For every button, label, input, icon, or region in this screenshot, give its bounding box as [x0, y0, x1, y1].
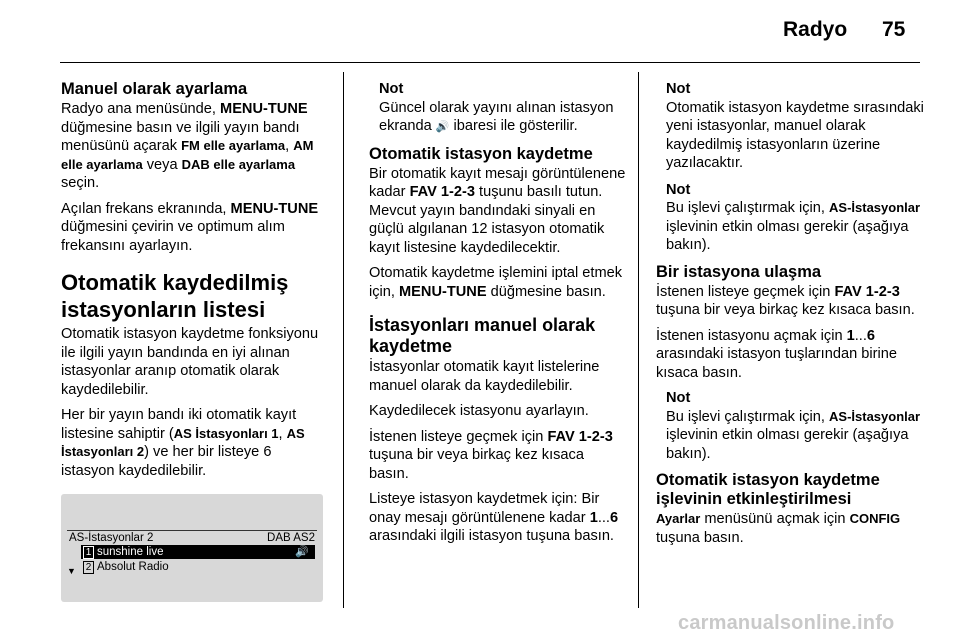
note: Not Bu işlevi çalıştırmak için, AS-İstasyonlar işlevinin etkin olması gerekir (aşağıya bakın). — [666, 390, 921, 462]
paragraph: İstenen listeye geçmek için FAV 1-2-3 tuşuna bir veya birkaç kez kısaca basın. — [656, 283, 915, 318]
paragraph: Radyo ana menüsünde, MENU-TUNE düğmesine basın ve ilgili yayın bandı menüsünü açarak FM elle ayarlama, AM elle ayarlama veya DAB elle ayarlama seçin. — [61, 101, 314, 191]
paragraph: Kaydedilecek istasyonu ayarlayın. — [369, 403, 589, 419]
paragraph: Listeye istasyon kaydetmek için: Bir onay mesajı görüntülenene kadar 1...6 arasındaki ilgili istasyon tuşuna basın. — [369, 491, 619, 544]
paragraph: Bir otomatik kayıt mesajı görüntülenene kadar FAV 1-2-3 tuşunu basılı tutun. Mevcut yayın bandındaki sinyali en güçlü algılanan 12 istasyon otomatik kayıt listesine kaydedilecektir. — [369, 165, 626, 256]
paragraph: İstenen istasyonu açmak için 1...6 arasındaki istasyon tuşlarından birine kısaca basın. — [656, 327, 897, 381]
speaker-icon: 🔊 — [295, 546, 309, 558]
paragraph: Otomatik istasyon kaydetme fonksiyonu ile ilgili yayın bandında en iyi alınan istasyonlar aranıp otomatik olarak kaydedilebilir. — [61, 326, 319, 398]
page-header-title: Radyo — [783, 18, 848, 41]
heading-auto-lists: Otomatik kaydedilmiş istasyonların listesi — [61, 270, 289, 322]
column-divider — [638, 72, 639, 608]
heading-go-to-station: Bir istasyona ulaşma — [656, 262, 822, 281]
speaker-icon: 🔊 — [435, 121, 450, 133]
paragraph: Otomatik kaydetme işlemini iptal etmek için, MENU-TUNE düğmesine basın. — [369, 265, 623, 300]
list-title: AS-İstasyonlar 2 — [69, 532, 154, 544]
column-1 — [61, 80, 326, 602]
page-number: 75 — [882, 18, 906, 41]
note: Not Güncel olarak yayını alınan istasyon ekranda 🔊 ibaresi ile gösterilir. — [379, 81, 614, 134]
display-divider — [67, 530, 317, 531]
station-row-selected: 1 sunshine live 🔊 — [81, 545, 315, 559]
paragraph: İstasyonlar otomatik kayıt listelerine manuel olarak da kaydedilebilir. — [369, 359, 600, 394]
column-2 — [369, 80, 627, 553]
column-divider — [343, 72, 344, 608]
note: Not Otomatik istasyon kaydetme sırasındaki yeni istasyonlar, manuel olarak kaydedilmiş istasyonların üzerine yazılacaktır. — [666, 81, 924, 171]
note: Not Bu işlevi çalıştırmak için, AS-İstasyonlar işlevinin etkin olması gerekir (aşağıya bakın). — [666, 181, 921, 253]
paragraph: İstenen listeye geçmek için FAV 1-2-3 tuşuna bir veya birkaç kez kısaca basın. — [369, 428, 613, 482]
heading-enable-auto-save: Otomatik istasyon kaydetme işlevinin etkinleştirilmesi — [656, 471, 880, 508]
heading-manual-tuning: Manuel olarak ayarlama — [61, 80, 248, 98]
radio-display-illustration — [61, 494, 323, 602]
watermark: carmanualsonline.info — [678, 612, 895, 634]
paragraph: Her bir yayın bandı iki otomatik kayıt listesine sahiptir (AS İstasyonları 1, AS İstasyonları 2) ve her bir listeye 6 istasyon kaydedilebilir. — [61, 407, 305, 479]
heading-auto-save: Otomatik istasyon kaydetme — [369, 144, 593, 163]
paragraph: Açılan frekans ekranında, MENU-TUNE düğmesini çevirin ve optimum alım frekansını ayarlayın. — [61, 200, 319, 254]
header-rule — [60, 62, 920, 63]
paragraph: Ayarlar menüsünü açmak için CONFIG tuşuna basın. — [656, 511, 901, 546]
column-3 — [656, 80, 924, 554]
down-arrow-icon: ▼ — [67, 566, 76, 576]
station-row: 2 Absolut Radio — [81, 560, 169, 574]
band-label: DAB AS2 — [267, 532, 315, 544]
heading-manual-save: İstasyonları manuel olarak kaydetme — [369, 315, 596, 356]
